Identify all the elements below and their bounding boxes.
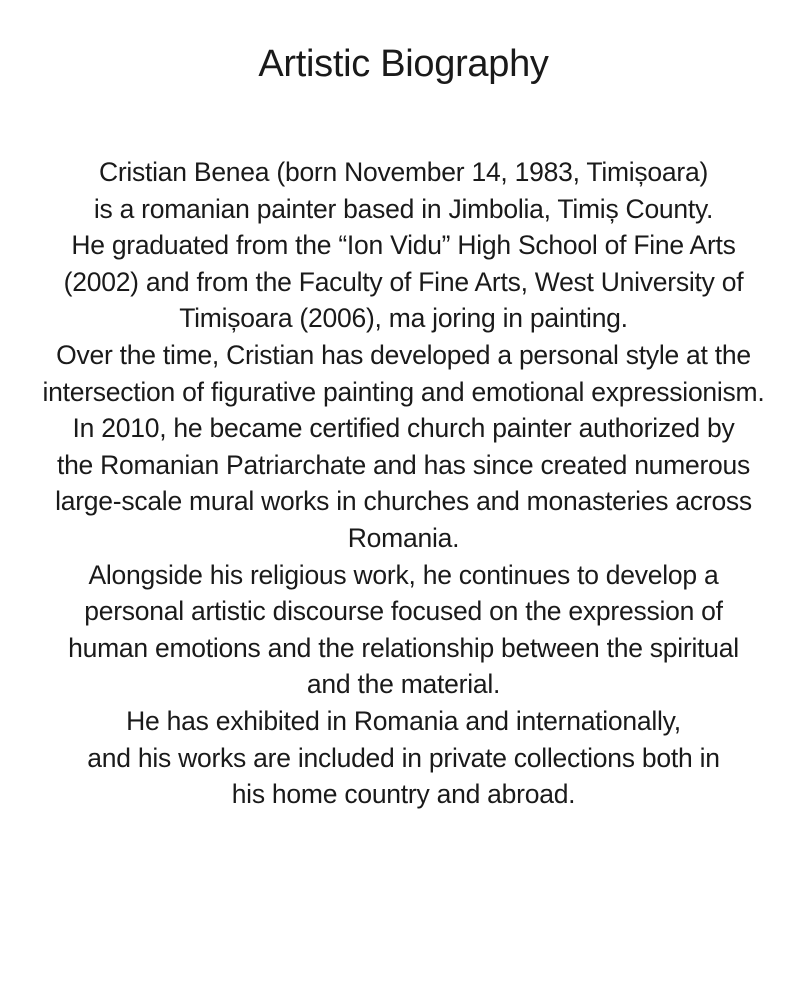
biography-line: and the material. [306,669,501,700]
biography-line: human emotions and the relationship between the spiritual [68,632,739,663]
biography-line: Alongside his religious work, he continues to develop a [88,559,719,590]
biography-line: He graduated from the “Ion Vidu” High School of Fine Arts [71,230,736,261]
biography-line: personal artistic discourse focused on the expression of [84,596,723,627]
biography-line: is a romanian painter based in Jimbolia, Timiș County. [93,193,714,224]
page-title: Artistic Biography [258,43,549,85]
biography-line: large-scale mural works in churches and monasteries across [55,486,752,517]
biography-line: intersection of figurative painting and emotional expressionism. [42,376,765,407]
biography-line: his home country and abroad. [231,779,576,810]
biography-line: Over the time, Cristian has developed a personal style at the [56,339,751,370]
biography-line: Romania. [347,522,460,553]
biography-line: In 2010, he became certified church painter authorized by [72,413,735,444]
biography-text [0,154,807,813]
biography-line: Timișoara (2006), ma joring in painting. [179,303,628,334]
biography-line: (2002) and from the Faculty of Fine Arts, West University of [63,266,744,297]
biography-line: He has exhibited in Romania and internationally, [126,705,681,736]
biography-line: Cristian Benea (born November 14, 1983, Timișoara) [98,157,709,187]
biography-line: and his works are included in private collections both in [87,742,720,773]
biography-line: the Romanian Patriarchate and has since created numerous [56,449,751,480]
